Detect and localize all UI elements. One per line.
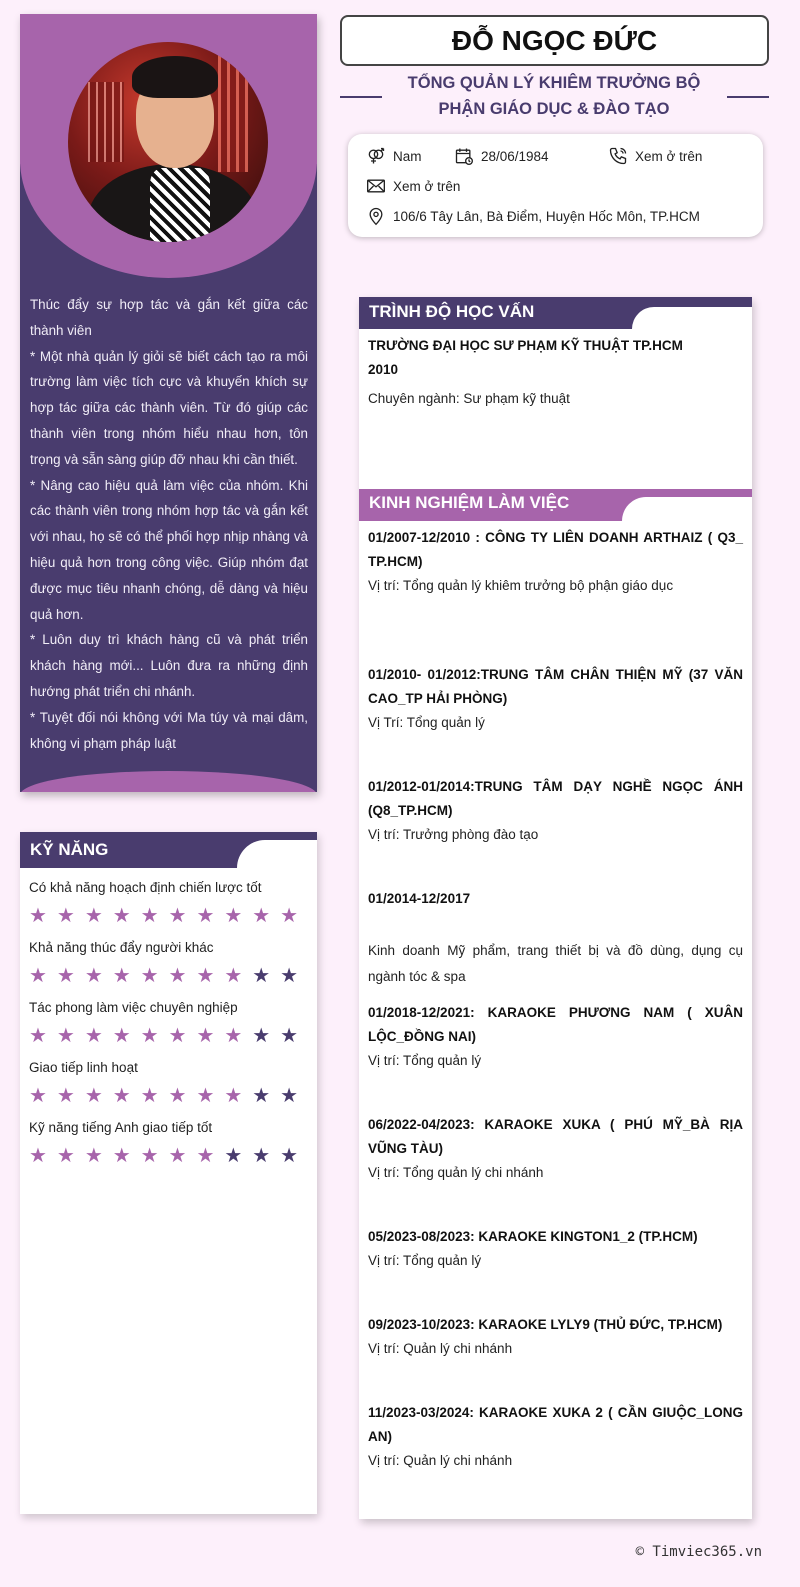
gender-icon [366, 146, 386, 166]
star-icon: ★ [29, 1085, 47, 1107]
summary-paragraph: * Một nhà quản lý giỏi sẽ biết cách tạo ra môi trường làm việc tích cực và khuyến khích sự hợp tác giữa các thành viên. Từ đó giúp các thành viên trong nhóm hiểu nhau hơn, tôn trọng và sẵn sàng giúp đỡ nhau khi cần thiết. [30, 348, 308, 467]
candidate-name: ĐỖ NGỌC ĐỨC [340, 15, 769, 66]
school-name: TRƯỜNG ĐẠI HỌC SƯ PHẠM KỸ THUẬT TP.HCM [368, 338, 683, 353]
experience-title: 01/2018-12/2021: KARAOKE PHƯƠNG NAM ( XUÂN LỘC_ĐỒNG NAI) [368, 1005, 743, 1044]
star-icon: ★ [280, 1145, 299, 1167]
summary-paragraph: * Nâng cao hiệu quả làm việc của nhóm. Khi các thành viên trong nhóm hợp tác và gắn kết với nhau, họ sẽ có thể phối hợp nhịp nhàng và hiệu quả hơn trong công việc. Giúp nhóm đạt được mục tiêu nhanh chóng, dễ dàng và hiệu quả hơn. [30, 477, 308, 622]
skill-rating [29, 904, 308, 928]
star-icon: ★ [29, 1145, 47, 1167]
star-icon: ★ [84, 965, 103, 987]
phone-info [608, 146, 702, 166]
star-icon: ★ [140, 905, 159, 927]
experience-heading-text: KINH NGHIỆM LÀM VIỆC [369, 493, 570, 512]
birthday-info [454, 146, 549, 166]
star-icon: ★ [252, 1085, 271, 1107]
star-icon: ★ [196, 1085, 215, 1107]
experience-desc: Vị trí: Quản lý chi nhánh [368, 1453, 513, 1468]
left-profile-panel [20, 14, 317, 792]
star-icon: ★ [196, 1025, 215, 1047]
experience-desc: Vị trí: Tổng quản lý [368, 1053, 482, 1068]
skill-name: Có khả năng hoạch định chiến lược tốt [29, 880, 262, 895]
star-icon: ★ [56, 1145, 75, 1167]
left-bottom-curve [20, 771, 317, 792]
skills-heading-text: KỸ NĂNG [30, 840, 109, 859]
experience-desc: Vị trí: Tổng quản lý khiêm trưởng bộ phận giáo dục [368, 578, 674, 593]
main-content-panel [359, 297, 752, 1519]
job-title-line: PHẬN GIÁO DỤC & ĐÀO TẠO [438, 100, 670, 118]
avatar [68, 42, 268, 242]
star-icon: ★ [224, 1085, 243, 1107]
experience-title: 01/2012-01/2014:TRUNG TÂM DẠY NGHỀ NGỌC ÁNH (Q8_TP.HCM) [368, 779, 743, 818]
star-icon: ★ [140, 1145, 159, 1167]
experience-title: 01/2007-12/2010 : CÔNG TY LIÊN DOANH ARTHAIZ ( Q3_ TP.HCM) [368, 530, 743, 569]
star-icon: ★ [140, 1025, 159, 1047]
star-icon: ★ [140, 965, 159, 987]
star-icon: ★ [224, 905, 243, 927]
star-icon: ★ [56, 1025, 75, 1047]
experience-desc: Vị trí: Tổng quản lý chi nhánh [368, 1165, 544, 1180]
star-icon: ★ [56, 965, 75, 987]
phone-value: Xem ở trên [635, 148, 703, 164]
skill-rating [29, 1144, 308, 1168]
skill-item [20, 1060, 317, 1108]
star-icon: ★ [280, 965, 299, 987]
education-heading-text: TRÌNH ĐỘ HỌC VẤN [369, 302, 535, 321]
star-icon: ★ [168, 1025, 187, 1047]
skill-item [20, 940, 317, 988]
title-divider-right [727, 96, 769, 98]
skill-name: Kỹ năng tiếng Anh giao tiếp tốt [29, 1120, 213, 1135]
star-icon: ★ [56, 1085, 75, 1107]
experience-title: 11/2023-03/2024: KARAOKE XUKA 2 ( CẦN GIUỘC_LONG AN) [368, 1405, 743, 1444]
star-icon: ★ [196, 1145, 215, 1167]
skills-heading [20, 832, 317, 868]
star-icon: ★ [224, 1145, 243, 1167]
experience-desc: Vị Trí: Tổng quản lý [368, 715, 485, 730]
star-icon: ★ [280, 1085, 299, 1107]
phone-icon [608, 146, 628, 166]
skill-rating [29, 964, 308, 988]
graduation-year: 2010 [368, 362, 399, 377]
location-pin-icon [366, 206, 386, 226]
star-icon: ★ [112, 1145, 131, 1167]
footer-credit: © Timviec365.vn [635, 1544, 762, 1560]
job-title [390, 70, 718, 122]
experience-heading [359, 489, 752, 521]
experience-title: 01/2010- 01/2012:TRUNG TÂM CHÂN THIỆN MỸ (37 VĂN CAO_TP HẢI PHÒNG) [368, 667, 743, 706]
email-icon [366, 176, 386, 196]
experience-title: 05/2023-08/2023: KARAOKE KINGTON1_2 (TP.HCM) [368, 1229, 698, 1244]
birthday-value: 28/06/1984 [481, 148, 549, 164]
summary-paragraph: * Luôn duy trì khách hàng cũ và phát triển khách hàng mới... Luôn đưa ra những định hướng phát triển chi nhánh. [30, 632, 308, 699]
experience-desc: Vị trí: Trưởng phòng đào tạo [368, 827, 539, 842]
experience-desc: Vị trí: Quản lý chi nhánh [368, 1341, 513, 1356]
star-icon: ★ [112, 965, 131, 987]
star-icon: ★ [280, 1025, 299, 1047]
skill-item [20, 880, 317, 928]
star-icon: ★ [280, 905, 299, 927]
star-icon: ★ [112, 1025, 131, 1047]
experience-desc: Vị trí: Tổng quản lý [368, 1253, 482, 1268]
star-icon: ★ [224, 965, 243, 987]
star-icon: ★ [29, 1025, 47, 1047]
education-content [359, 329, 752, 411]
skill-name: Tác phong làm việc chuyên nghiệp [29, 1000, 238, 1015]
star-icon: ★ [112, 1085, 131, 1107]
skills-section [20, 832, 317, 1514]
star-icon: ★ [252, 1025, 271, 1047]
star-icon: ★ [252, 1145, 271, 1167]
skill-name: Giao tiếp linh hoạt [29, 1060, 138, 1075]
star-icon: ★ [84, 905, 103, 927]
gender-value: Nam [393, 148, 422, 164]
skill-name: Khả năng thúc đẩy người khác [29, 940, 214, 955]
experience-content [359, 521, 752, 1473]
education-heading [359, 297, 752, 329]
star-icon: ★ [168, 1085, 187, 1107]
skill-rating [29, 1084, 308, 1108]
star-icon: ★ [252, 905, 271, 927]
contact-info-card [348, 134, 763, 237]
job-title-line: TỔNG QUẢN LÝ KHIÊM TRƯỞNG BỘ [407, 74, 701, 92]
star-icon: ★ [84, 1025, 103, 1047]
star-icon: ★ [252, 965, 271, 987]
skill-rating [29, 1024, 308, 1048]
skill-item [20, 1120, 317, 1168]
star-icon: ★ [196, 905, 215, 927]
email-value: Xem ở trên [393, 178, 461, 194]
experience-title: 01/2014-12/2017 [368, 891, 471, 906]
star-icon: ★ [168, 905, 187, 927]
star-icon: ★ [140, 1085, 159, 1107]
address-value: 106/6 Tây Lân, Bà Điểm, Huyện Hốc Môn, TP.HCM [393, 208, 700, 224]
star-icon: ★ [168, 965, 187, 987]
star-icon: ★ [224, 1025, 243, 1047]
experience-title: 06/2022-04/2023: KARAOKE XUKA ( PHÚ MỸ_BÀ RỊA VŨNG TÀU) [368, 1117, 743, 1156]
summary-text [30, 292, 308, 756]
email-info [366, 176, 460, 196]
experience-title: 09/2023-10/2023: KARAOKE LYLY9 (THỦ ĐỨC, TP.HCM) [368, 1317, 723, 1332]
skills-list [20, 880, 317, 1168]
gender-info [366, 146, 422, 166]
skill-item [20, 1000, 317, 1048]
star-icon: ★ [29, 905, 47, 927]
experience-desc: Kinh doanh Mỹ phẩm, trang thiết bị và đồ dùng, dụng cụ ngành tóc & spa [368, 943, 743, 984]
star-icon: ★ [29, 965, 47, 987]
star-icon: ★ [168, 1145, 187, 1167]
star-icon: ★ [84, 1085, 103, 1107]
star-icon: ★ [196, 965, 215, 987]
summary-paragraph: * Tuyệt đối nói không với Ma túy và mại dâm, không vi phạm pháp luật [30, 709, 308, 751]
address-info [366, 206, 700, 226]
star-icon: ★ [84, 1145, 103, 1167]
calendar-icon [454, 146, 474, 166]
major: Chuyên ngành: Sư phạm kỹ thuật [368, 391, 570, 406]
star-icon: ★ [56, 905, 75, 927]
star-icon: ★ [112, 905, 131, 927]
summary-paragraph: Thúc đẩy sự hợp tác và gắn kết giữa các thành viên [30, 297, 308, 338]
title-divider-left [340, 96, 382, 98]
